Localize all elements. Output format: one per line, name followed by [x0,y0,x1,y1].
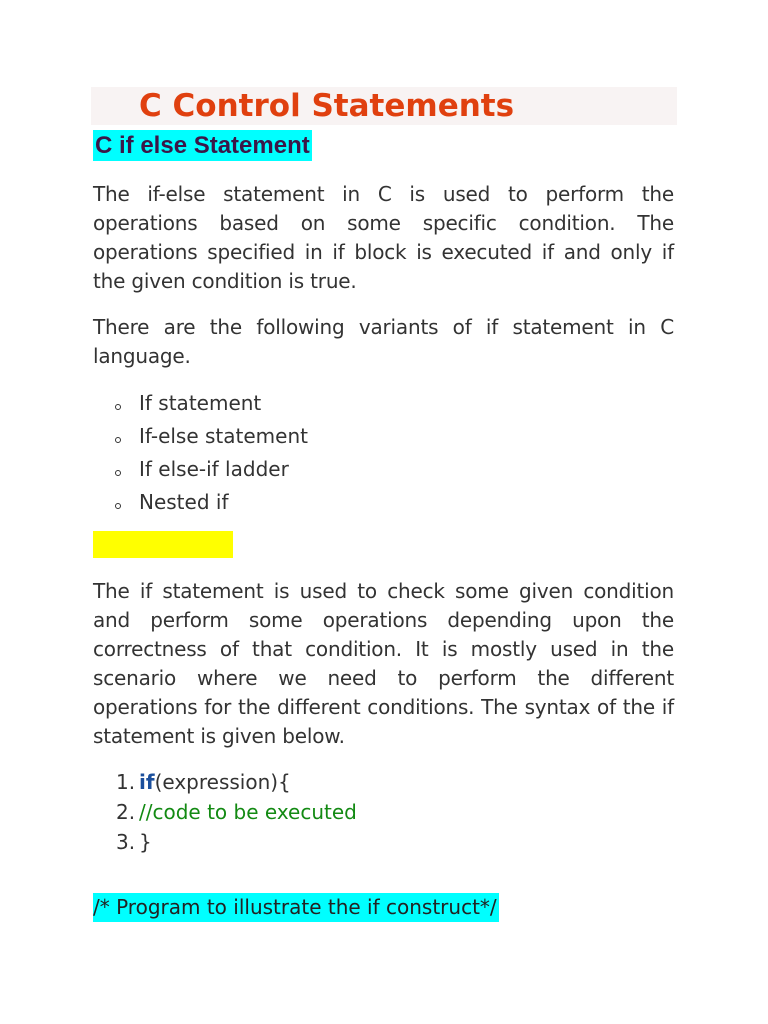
circle-bullet-icon [115,503,121,509]
code-line [93,767,357,797]
code-keyword: if [139,770,155,794]
list-item [93,486,308,519]
circle-bullet-icon [115,437,121,443]
code-comment: //code to be executed [139,800,357,824]
code-text: (expression){ [154,770,291,794]
variants-list [93,387,308,519]
line-number: 1. [116,770,136,794]
list-item-label: If-else statement [139,424,308,448]
line-number: 3. [116,830,136,854]
code-text: } [139,830,152,854]
circle-bullet-icon [115,470,121,476]
circle-bullet-icon [115,404,121,410]
highlight-block [93,531,233,558]
list-item [93,387,308,420]
section-heading: C if else Statement [95,132,310,159]
page-title: C Control Statements [139,88,515,124]
variants-paragraph: There are the following variants of if statement in C language. [93,315,674,368]
list-item-label: If statement [139,391,262,415]
program-comment: /* Program to illustrate the if construct*/ [93,893,499,922]
list-item-label: If else-if ladder [139,457,289,481]
line-number: 2. [116,800,136,824]
intro-paragraph: The if-else statement in C is used to perform the operations based on some specific condition. The operations specified in if block is executed if and only if the given condition is true. [93,182,674,293]
list-item [93,420,308,453]
code-line [93,827,357,857]
list-item-label: Nested if [139,490,229,514]
code-line [93,797,357,827]
if-statement-paragraph: The if statement is used to check some given condition and perform some operations depending upon the correctness of that condition. It is mostly used in the scenario where we need to perform the different operations for the different conditions. The syntax of the if statement is given below. [93,579,674,748]
syntax-code-list [93,767,357,857]
list-item [93,453,308,486]
